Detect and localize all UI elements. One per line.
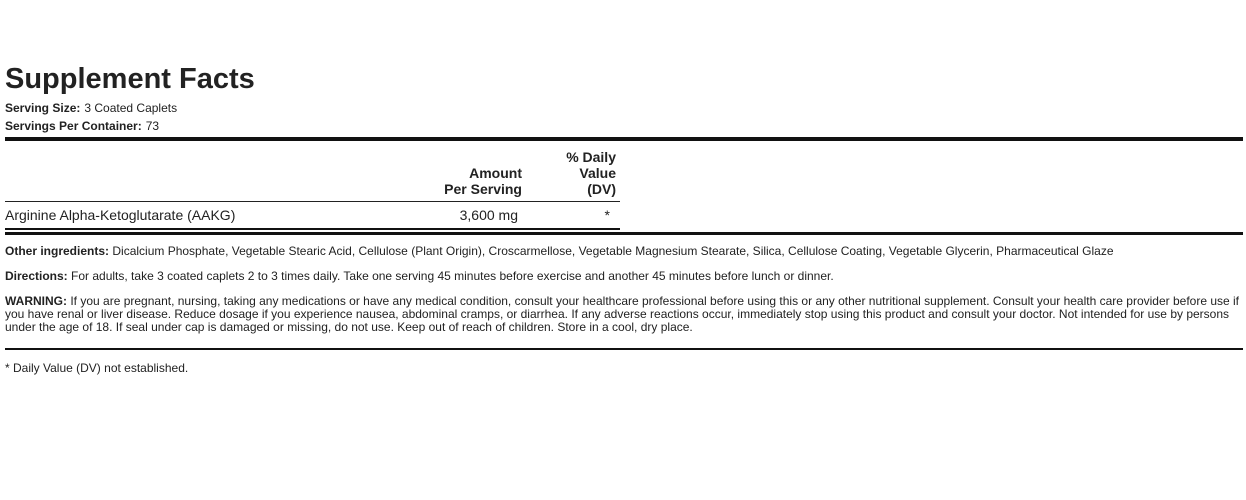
warning-label: WARNING: — [5, 294, 67, 308]
ingredient-name: Arginine Alpha-Ketoglutarate (AAKG) — [5, 207, 236, 223]
dv-header-line3: (DV) — [587, 181, 616, 197]
directions — [5, 270, 1243, 283]
amount-header-line1: Amount — [469, 165, 522, 181]
servings-per-container-line — [5, 117, 1243, 135]
serving-size-label: Serving Size: — [5, 101, 81, 115]
warning — [5, 295, 1243, 334]
footnote-divider — [5, 348, 1243, 350]
facts-table-header — [5, 141, 620, 202]
amount-header-line2: Per Serving — [444, 181, 522, 197]
panel-title: Supplement Facts — [5, 63, 255, 95]
directions-text: For adults, take 3 coated caplets 2 to 3 times daily. Take one serving 45 minutes before exercise and another 45 minutes before lunch or dinner. — [71, 269, 834, 283]
dv-header-line1: % Daily — [566, 149, 616, 165]
supplement-facts-panel — [5, 62, 1243, 375]
facts-table — [5, 141, 620, 230]
full-width-divider — [5, 232, 1243, 235]
ingredient-column-header — [5, 141, 402, 202]
servings-per-container-label: Servings Per Container: — [5, 119, 142, 133]
serving-size-value: 3 Coated Caplets — [84, 101, 178, 115]
other-ingredients — [5, 245, 1243, 258]
table-row — [5, 202, 620, 230]
serving-size-line — [5, 99, 1243, 117]
ingredient-amount: 3,600 mg — [459, 207, 518, 223]
servings-per-container-value: 73 — [145, 119, 160, 133]
ingredient-dv: * — [604, 207, 610, 223]
dv-header-line2: Value — [579, 165, 616, 181]
dv-column-header — [522, 141, 620, 202]
footnote: * Daily Value (DV) not established. — [5, 361, 189, 375]
directions-label: Directions: — [5, 269, 68, 283]
amount-column-header — [402, 141, 522, 202]
other-ingredients-text: Dicalcium Phosphate, Vegetable Stearic Acid, Cellulose (Plant Origin), Croscarmellose, Vegetable Magnesium Stearate, Silica, Cellulose Coating, Vegetable Glycerin, Pharmaceutical Glaze — [112, 244, 1114, 258]
other-ingredients-label: Other ingredients: — [5, 244, 110, 258]
warning-text: If you are pregnant, nursing, taking any medications or have any medical condition, consult your healthcare professional before using this or any other nutritional supplement. Consult your health care provider before use if you have renal or liver disease. Reduce dosage if you experience nausea, abdominal cramps, or diarrhea. If any adverse reactions occur, immediately stop using this product and consult your doctor. Not intended for use by persons under the age of 18. If seal under cap is damaged or missing, do not use. Keep out of reach of children. Store in a cool, dry place. — [5, 294, 1240, 334]
